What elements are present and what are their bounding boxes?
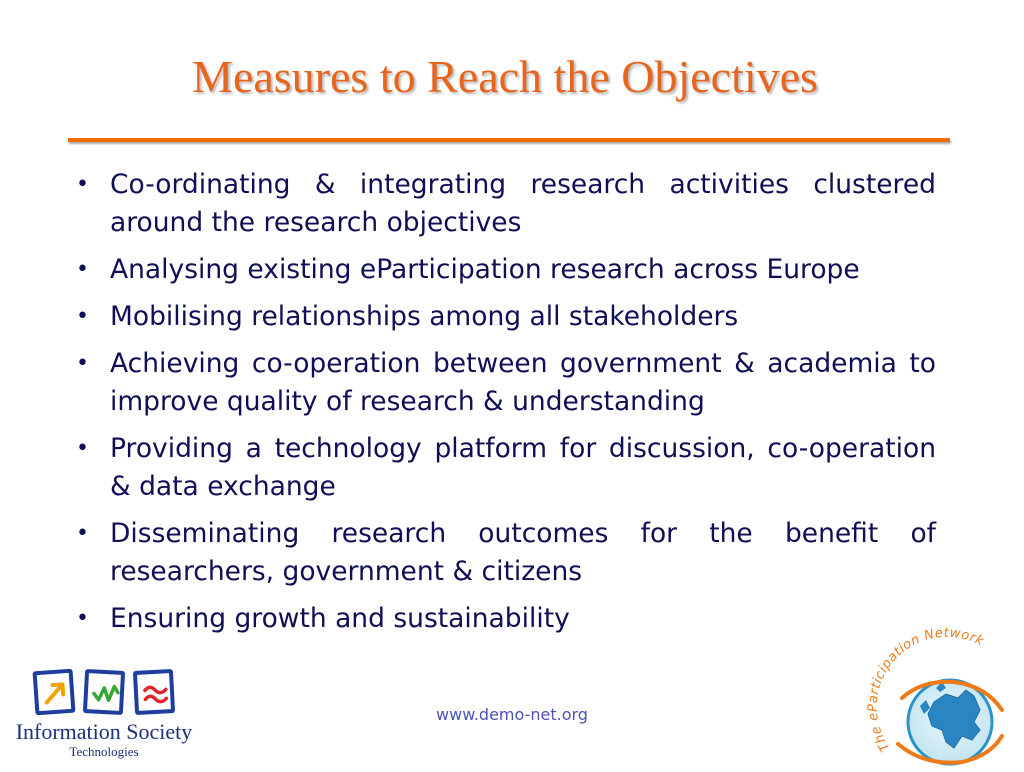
bullet-dot: • xyxy=(76,304,89,329)
bullet-list xyxy=(70,166,936,647)
bullet-item xyxy=(70,251,936,289)
zigzag-icon xyxy=(83,669,125,715)
bullet-dot: • xyxy=(76,436,89,461)
bullet-item xyxy=(70,298,936,336)
footer-url-link[interactable]: www.demo-net.org xyxy=(436,705,588,724)
bullet-dot: • xyxy=(76,521,89,546)
ist-logo-name: Information Society xyxy=(15,719,193,744)
bullet-item xyxy=(70,600,936,638)
title-underline xyxy=(68,138,950,142)
slide-title: Measures to Reach the Objectives xyxy=(192,51,818,102)
ist-logo-mark xyxy=(34,664,176,722)
bullet-item xyxy=(70,166,936,242)
bullet-item xyxy=(70,345,936,421)
arrow-icon xyxy=(33,669,76,716)
ist-logo-subname: Technologies xyxy=(69,744,139,759)
ist-logo xyxy=(10,664,198,764)
europe-globe-icon xyxy=(862,626,1022,768)
bullet-text: Mobilising relationships among all stakeholders xyxy=(110,301,739,332)
bullet-text: Analysing existing eParticipation research across Europe xyxy=(110,254,860,285)
bullet-dot: • xyxy=(76,606,89,631)
bullet-text: Achieving co-operation between government & academia to improve quality of research & understanding xyxy=(110,348,936,417)
bullet-text: Co-ordinating & integrating research activities clustered around the research objectives xyxy=(110,169,936,238)
bullet-text: Ensuring growth and sustainability xyxy=(110,603,570,634)
bullet-item xyxy=(70,430,936,506)
bullet-dot: • xyxy=(76,257,89,282)
eparticipation-network-logo xyxy=(862,626,1022,768)
bullet-dot: • xyxy=(76,351,89,376)
eparticipation-arc-text: The eParticipation Network xyxy=(865,626,987,755)
bullet-text: Disseminating research outcomes for the benefit of researchers, government & citizens xyxy=(110,518,936,587)
bullet-text: Providing a technology platform for discussion, co-operation & data exchange xyxy=(110,433,936,502)
bullet-dot: • xyxy=(76,172,89,197)
wave-icon xyxy=(133,669,175,715)
bullet-item xyxy=(70,515,936,591)
